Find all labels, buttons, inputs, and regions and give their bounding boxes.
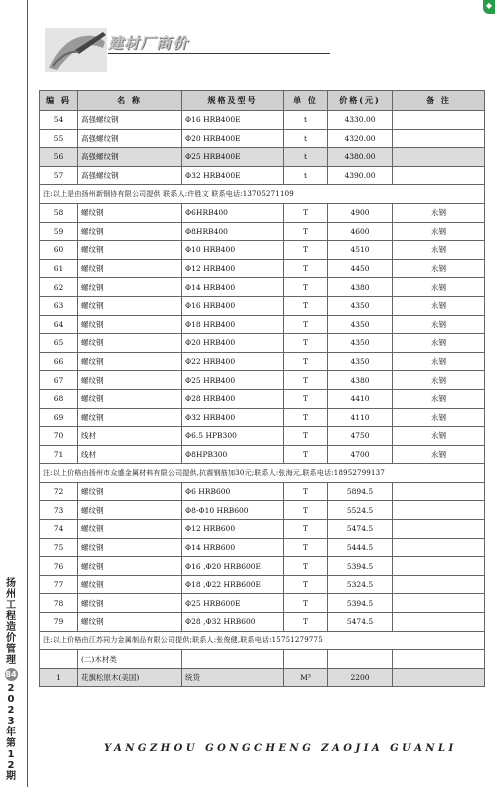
- title-underline: [108, 53, 330, 54]
- item-unit: T: [284, 241, 328, 260]
- item-unit: t: [284, 111, 328, 130]
- table-row: [40, 538, 485, 557]
- item-remark: [393, 166, 485, 185]
- item-code: 78: [40, 594, 78, 613]
- item-unit: t: [284, 166, 328, 185]
- table-row: [40, 203, 485, 222]
- item-name: 螺纹钢: [78, 389, 182, 408]
- column-header: 备 注: [393, 91, 485, 111]
- item-remark: 永钢: [393, 259, 485, 278]
- item-name: 螺纹钢: [78, 315, 182, 334]
- table-row: [40, 427, 485, 446]
- table-row: [40, 278, 485, 297]
- item-name: 螺纹钢: [78, 575, 182, 594]
- sidebar-char: 价: [6, 633, 16, 644]
- item-code: 54: [40, 111, 78, 130]
- item-remark: 永钢: [393, 334, 485, 353]
- item-price: 2200: [328, 668, 393, 687]
- item-code: 73: [40, 501, 78, 520]
- item-code: 70: [40, 427, 78, 446]
- item-price: 5474.5: [328, 613, 393, 632]
- item-remark: [393, 482, 485, 501]
- item-price: 4410: [328, 389, 393, 408]
- item-code: 60: [40, 241, 78, 260]
- table-row: [40, 371, 485, 390]
- item-price: 4750: [328, 427, 393, 446]
- item-unit: T: [284, 315, 328, 334]
- item-name: 螺纹钢: [78, 371, 182, 390]
- item-name: 螺纹钢: [78, 278, 182, 297]
- item-code: 67: [40, 371, 78, 390]
- table-header-row: [40, 91, 485, 111]
- item-name: 螺纹钢: [78, 334, 182, 353]
- item-remark: [393, 557, 485, 576]
- item-spec: Φ25 HRB400E: [182, 148, 284, 167]
- item-spec: Φ18 HRB400: [182, 315, 284, 334]
- table-row: [40, 389, 485, 408]
- item-code: [40, 650, 78, 669]
- item-unit: T: [284, 445, 328, 464]
- item-remark: [393, 613, 485, 632]
- item-unit: T: [284, 203, 328, 222]
- item-name: 高强螺纹钢: [78, 111, 182, 130]
- item-price: [328, 650, 393, 669]
- column-header: 编 码: [40, 91, 78, 111]
- supplier-note-row: [40, 185, 485, 204]
- item-name: 螺纹钢: [78, 520, 182, 539]
- item-unit: T: [284, 352, 328, 371]
- item-remark: 永钢: [393, 445, 485, 464]
- item-unit: t: [284, 148, 328, 167]
- item-spec: Φ10 HRB400: [182, 241, 284, 260]
- item-code: 66: [40, 352, 78, 371]
- item-unit: T: [284, 389, 328, 408]
- item-name: 高强螺纹钢: [78, 148, 182, 167]
- item-name: 线材: [78, 445, 182, 464]
- item-remark: [393, 148, 485, 167]
- table-row: [40, 334, 485, 353]
- table-row: [40, 222, 485, 241]
- sidebar-char: 管: [6, 644, 16, 655]
- footer-masthead: YANGZHOU GONGCHENG ZAOJIA GUANLI: [104, 743, 457, 754]
- item-name: 线材: [78, 427, 182, 446]
- sidebar-issue-char: 2: [7, 760, 15, 771]
- item-code: 71: [40, 445, 78, 464]
- page-number-badge: 84: [5, 670, 17, 679]
- item-unit: T: [284, 482, 328, 501]
- item-price: 4510: [328, 241, 393, 260]
- item-unit: T: [284, 538, 328, 557]
- item-spec: Φ12 HRB600: [182, 520, 284, 539]
- supplier-note: 注:以上价格由扬州市众盛金属材料有限公司提供,抗震钢筋加30元;联系人:张海元,联系电话:18952799137: [40, 464, 485, 483]
- table-row: [40, 650, 485, 669]
- sidebar-char: 程: [6, 611, 16, 622]
- item-price: 5324.5: [328, 575, 393, 594]
- supplier-note-row: [40, 464, 485, 483]
- column-header: 价格(元): [328, 91, 393, 111]
- item-remark: 永钢: [393, 352, 485, 371]
- item-spec: Φ16 HRB400: [182, 296, 284, 315]
- table-row: [40, 259, 485, 278]
- item-unit: T: [284, 278, 328, 297]
- item-remark: [393, 594, 485, 613]
- item-price: 4350: [328, 334, 393, 353]
- supplier-note-row: [40, 631, 485, 650]
- item-name: 高强螺纹钢: [78, 166, 182, 185]
- item-remark: 永钢: [393, 389, 485, 408]
- table-row: [40, 668, 485, 687]
- item-remark: [393, 129, 485, 148]
- item-remark: [393, 111, 485, 130]
- sidebar-issue-char: 期: [6, 771, 16, 782]
- item-remark: [393, 520, 485, 539]
- item-spec: Φ32 HRB400E: [182, 166, 284, 185]
- table-row: [40, 129, 485, 148]
- item-code: 69: [40, 408, 78, 427]
- item-name: 螺纹钢: [78, 241, 182, 260]
- sidebar-char: 理: [6, 655, 16, 666]
- item-code: 64: [40, 315, 78, 334]
- item-unit: T: [284, 296, 328, 315]
- item-spec: Φ6HRB400: [182, 203, 284, 222]
- item-price: 4380.00: [328, 148, 393, 167]
- table-row: [40, 520, 485, 539]
- item-spec: [182, 650, 284, 669]
- item-spec: Φ25 HRB600E: [182, 594, 284, 613]
- sidebar-issue-char: 2: [7, 683, 15, 694]
- item-price: 5444.5: [328, 538, 393, 557]
- item-unit: T: [284, 501, 328, 520]
- item-spec: Φ22 HRB400: [182, 352, 284, 371]
- pen-hand-icon: [45, 28, 107, 72]
- item-unit: T: [284, 371, 328, 390]
- item-remark: [393, 668, 485, 687]
- item-code: 77: [40, 575, 78, 594]
- item-price: 4700: [328, 445, 393, 464]
- item-name: 高强螺纹钢: [78, 129, 182, 148]
- item-price: 5394.5: [328, 557, 393, 576]
- item-remark: 永钢: [393, 241, 485, 260]
- item-spec: Φ8HRB400: [182, 222, 284, 241]
- item-price: 5474.5: [328, 520, 393, 539]
- item-price: 4390.00: [328, 166, 393, 185]
- item-spec: Φ16 ,Φ20 HRB600E: [182, 557, 284, 576]
- item-name: 螺纹钢: [78, 482, 182, 501]
- item-spec: Φ6 HRB600: [182, 482, 284, 501]
- item-unit: T: [284, 334, 328, 353]
- item-unit: T: [284, 259, 328, 278]
- table-row: [40, 241, 485, 260]
- item-code: 58: [40, 203, 78, 222]
- item-code: 1: [40, 668, 78, 687]
- table-row: [40, 111, 485, 130]
- table-row: [40, 352, 485, 371]
- supplier-note: 注:以上价格由江苏同力金属制品有限公司提供;联系人:张俊健,联系电话:15751279775: [40, 631, 485, 650]
- item-name: 螺纹钢: [78, 259, 182, 278]
- table-row: [40, 613, 485, 632]
- item-unit: T: [284, 613, 328, 632]
- item-spec: Φ6.5 HPB300: [182, 427, 284, 446]
- sidebar-char: 州: [6, 589, 16, 600]
- item-unit: t: [284, 129, 328, 148]
- item-name: 螺纹钢: [78, 352, 182, 371]
- item-spec: Φ14 HRB400: [182, 278, 284, 297]
- sidebar-issue-char: 3: [7, 716, 15, 727]
- item-code: 75: [40, 538, 78, 557]
- page-title: 建材厂商价: [108, 34, 189, 52]
- item-price: 4350: [328, 296, 393, 315]
- item-spec: Φ28 ,Φ32 HRB600: [182, 613, 284, 632]
- item-unit: T: [284, 427, 328, 446]
- item-unit: T: [284, 222, 328, 241]
- item-spec: Φ28 HRB400: [182, 389, 284, 408]
- item-code: 68: [40, 389, 78, 408]
- item-spec: Φ12 HRB400: [182, 259, 284, 278]
- table-row: [40, 445, 485, 464]
- item-unit: [284, 650, 328, 669]
- item-name: 螺纹钢: [78, 296, 182, 315]
- sidebar-issue-char: 年: [6, 727, 16, 738]
- item-spec: Φ20 HRB400E: [182, 129, 284, 148]
- item-remark: 永钢: [393, 296, 485, 315]
- item-price: 5894.5: [328, 482, 393, 501]
- item-name: 螺纹钢: [78, 408, 182, 427]
- item-name: 螺纹钢: [78, 557, 182, 576]
- item-name: 螺纹钢: [78, 501, 182, 520]
- table-row: [40, 557, 485, 576]
- item-name: 螺纹钢: [78, 594, 182, 613]
- item-price: 4380: [328, 278, 393, 297]
- item-code: 63: [40, 296, 78, 315]
- item-price: 5394.5: [328, 594, 393, 613]
- item-name: 螺纹钢: [78, 613, 182, 632]
- item-spec: Φ16 HRB400E: [182, 111, 284, 130]
- item-remark: 永钢: [393, 371, 485, 390]
- sidebar-issue-char: 1: [7, 749, 15, 760]
- item-remark: 永钢: [393, 222, 485, 241]
- item-code: 59: [40, 222, 78, 241]
- table-row: [40, 594, 485, 613]
- left-margin-rule: [27, 0, 28, 787]
- item-remark: 永钢: [393, 278, 485, 297]
- item-code: 76: [40, 557, 78, 576]
- item-remark: 永钢: [393, 315, 485, 334]
- item-remark: 永钢: [393, 427, 485, 446]
- item-name: 螺纹钢: [78, 538, 182, 557]
- table-row: [40, 408, 485, 427]
- column-header: 单 位: [284, 91, 328, 111]
- sidebar-issue-char: 第: [6, 738, 16, 749]
- item-spec: 统货: [182, 668, 284, 687]
- item-code: 65: [40, 334, 78, 353]
- item-unit: T: [284, 408, 328, 427]
- item-unit: T: [284, 575, 328, 594]
- item-price: 4320.00: [328, 129, 393, 148]
- item-spec: Φ20 HRB400: [182, 334, 284, 353]
- price-table: [39, 90, 485, 687]
- item-unit: T: [284, 557, 328, 576]
- corner-badge-icon: ◆: [483, 0, 495, 14]
- item-name: 花旗松原木(美国): [78, 668, 182, 687]
- item-name: 螺纹钢: [78, 203, 182, 222]
- item-unit: T: [284, 520, 328, 539]
- column-header: 规格及型号: [182, 91, 284, 111]
- item-price: 4350: [328, 315, 393, 334]
- table-body: [40, 111, 485, 687]
- sidebar-issue-char: 2: [7, 705, 15, 716]
- sidebar-char: 工: [6, 600, 16, 611]
- item-price: 4900: [328, 203, 393, 222]
- item-remark: [393, 538, 485, 557]
- table-row: [40, 166, 485, 185]
- item-unit: M³: [284, 668, 328, 687]
- item-code: 79: [40, 613, 78, 632]
- table-row: [40, 148, 485, 167]
- item-spec: Φ8-Φ10 HRB600: [182, 501, 284, 520]
- item-price: 4600: [328, 222, 393, 241]
- item-spec: Φ14 HRB600: [182, 538, 284, 557]
- item-price: 4380: [328, 371, 393, 390]
- item-unit: T: [284, 594, 328, 613]
- item-spec: Φ18 ,Φ22 HRB600E: [182, 575, 284, 594]
- table-row: [40, 296, 485, 315]
- item-code: 62: [40, 278, 78, 297]
- item-spec: Φ25 HRB400: [182, 371, 284, 390]
- section-header: [40, 20, 300, 76]
- item-code: 74: [40, 520, 78, 539]
- sidebar-issue-char: 0: [7, 694, 15, 705]
- item-name: (二)木材类: [78, 650, 182, 669]
- item-remark: [393, 650, 485, 669]
- item-price: 5524.5: [328, 501, 393, 520]
- item-code: 56: [40, 148, 78, 167]
- item-code: 72: [40, 482, 78, 501]
- table-row: [40, 575, 485, 594]
- item-price: 4330.00: [328, 111, 393, 130]
- item-code: 57: [40, 166, 78, 185]
- item-price: 4350: [328, 352, 393, 371]
- item-code: 61: [40, 259, 78, 278]
- table-row: [40, 315, 485, 334]
- item-price: 4110: [328, 408, 393, 427]
- sidebar-publication: [2, 578, 20, 782]
- item-remark: 永钢: [393, 203, 485, 222]
- item-code: 55: [40, 129, 78, 148]
- item-spec: Φ32 HRB400: [182, 408, 284, 427]
- table-row: [40, 482, 485, 501]
- supplier-note: 注:以上是由扬州新钢协有限公司提供 联系人:许胜文 联系电话:13705271109: [40, 185, 485, 204]
- item-remark: [393, 501, 485, 520]
- item-remark: [393, 575, 485, 594]
- column-header: 名 称: [78, 91, 182, 111]
- item-price: 4450: [328, 259, 393, 278]
- sidebar-char: 造: [6, 622, 16, 633]
- item-spec: Φ8HPB300: [182, 445, 284, 464]
- table-row: [40, 501, 485, 520]
- item-name: 螺纹钢: [78, 222, 182, 241]
- sidebar-char: 扬: [6, 578, 16, 589]
- item-remark: 永钢: [393, 408, 485, 427]
